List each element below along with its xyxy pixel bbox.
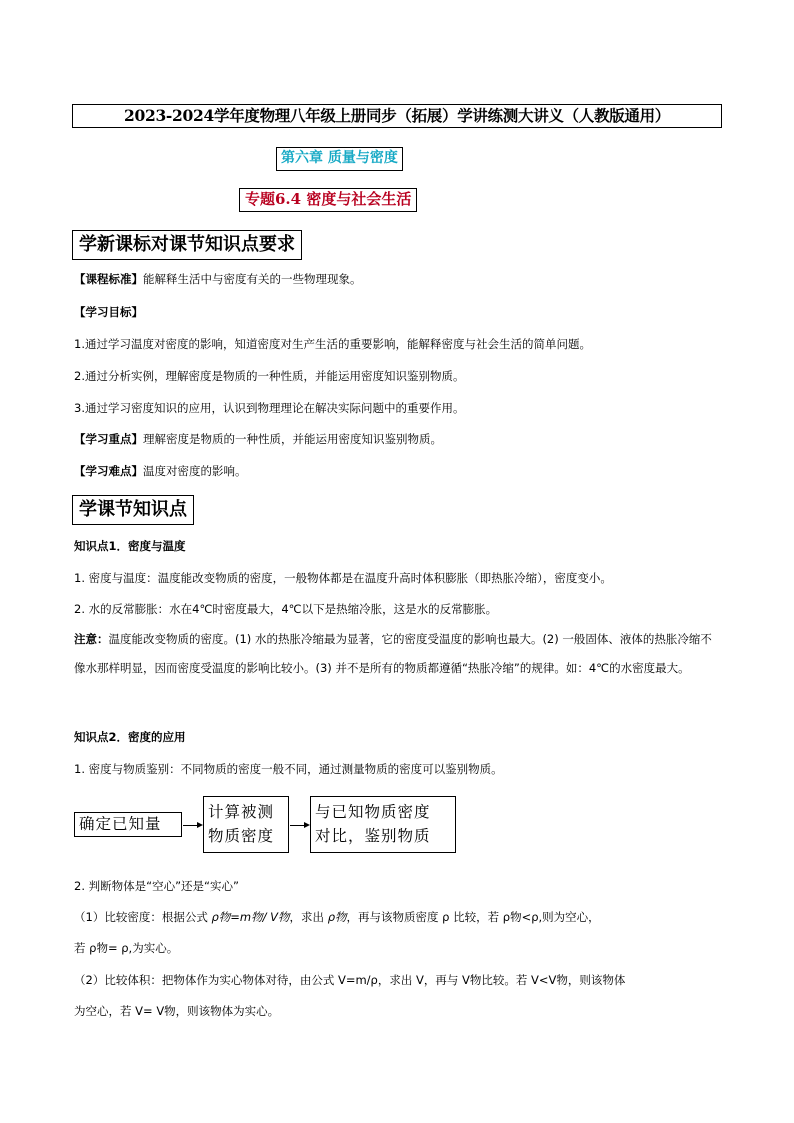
method-1-line-2: 若 ρ物= ρ,为实心。 [74, 941, 179, 955]
note-text: 温度能改变物质的密度。(1) 水的热胀冷缩最为显著，它的密度受温度的影响也最大。(2) 一般固体、液体的热胀冷缩不像水那样明显，因而密度受温度的影响比较小。(3) 并不是所有的物质都遵循“热胀冷缩”的规律。如：4℃的水密度最大。 [74, 632, 712, 675]
key-point [74, 431, 734, 447]
knowledge-point-2-item-2: 2. 判断物体是“空心”还是“实心” [74, 879, 239, 893]
section-heading-requirements: 学新课标对课节知识点要求 [72, 230, 302, 260]
knowledge-point-2-item-1: 1. 密度与物质鉴别：不同物质的密度一般不同，通过测量物质的密度可以鉴别物质。 [74, 762, 503, 776]
method-1-mid: ，求出 [289, 910, 328, 924]
density-formula: ρ物=m物/ V物 [211, 910, 290, 924]
flow-box-known: 确定已知量 [74, 812, 182, 837]
document-title: 2023-2024学年度物理八年级上册同步（拓展）学讲练测大讲义（人教版通用） [72, 104, 722, 128]
flow-arrow-2 [290, 825, 308, 826]
flow-box-compute-line-1: 计算被测 [208, 803, 275, 821]
course-standard-label: 【课程标准】 [74, 272, 143, 286]
flow-box-compute-line-2: 物质密度 [208, 827, 275, 845]
flow-arrow-1 [183, 825, 201, 826]
method-1-line-1 [74, 909, 734, 925]
method-1-prefix: （1）比较密度：根据公式 [74, 910, 212, 924]
learning-goal-2: 2.通过分析实例，理解密度是物质的一种性质，并能运用密度知识鉴别物质。 [74, 369, 465, 383]
knowledge-point-1-item-1: 1. 密度与温度：温度能改变物质的密度，一般物体都是在温度升高时体积膨胀（即热胀冷缩），密度变小。 [74, 571, 612, 585]
learning-goal-1: 1.通过学习温度对密度的影响，知道密度对生产生活的重要影响，能解释密度与社会生活的简单问题。 [74, 337, 591, 351]
topic-title: 专题6.4 密度与社会生活 [239, 188, 417, 212]
key-point-text: 理解密度是物质的一种性质，并能运用密度知识鉴别物质。 [143, 432, 442, 446]
note-label: 注意： [74, 632, 109, 646]
rho-object: ρ物 [327, 910, 347, 924]
difficulty-point [74, 463, 734, 479]
flow-box-compare [310, 796, 456, 853]
knowledge-point-1-title: 知识点1．密度与温度 [74, 539, 186, 553]
flow-box-compute [203, 796, 289, 853]
flow-box-compare-line-1: 与已知物质密度 [315, 803, 431, 821]
chapter-title: 第六章 质量与密度 [276, 147, 403, 171]
method-1-rest: ，再与该物质密度 ρ 比较，若 ρ物<ρ,则为空心， [346, 910, 600, 924]
difficulty-text: 温度对密度的影响。 [143, 464, 247, 478]
course-standard [74, 271, 734, 287]
knowledge-point-1-item-2: 2. 水的反常膨胀：水在4℃时密度最大，4℃以下是热缩冷胀，这是水的反常膨胀。 [74, 602, 498, 616]
learning-goals-label: 【学习目标】 [74, 305, 143, 319]
course-standard-text: 能解释生活中与密度有关的一些物理现象。 [143, 272, 362, 286]
flow-box-compare-line-2: 对比，鉴别物质 [315, 827, 431, 845]
key-point-label: 【学习重点】 [74, 432, 143, 446]
difficulty-label: 【学习难点】 [74, 464, 143, 478]
section-heading-knowledge: 学课节知识点 [72, 495, 194, 525]
note-paragraph [74, 625, 722, 683]
method-2-line-2: 为空心，若 V= V物，则该物体为实心。 [74, 1004, 280, 1018]
method-2-line-1: （2）比较体积：把物体作为实心物体对待，由公式 V=m/ρ，求出 V，再与 V物比较。若 V<V物，则该物体 [74, 973, 626, 987]
knowledge-point-2-title: 知识点2．密度的应用 [74, 730, 186, 744]
learning-goal-3: 3.通过学习密度知识的应用，认识到物理理论在解决实际问题中的重要作用。 [74, 401, 465, 415]
